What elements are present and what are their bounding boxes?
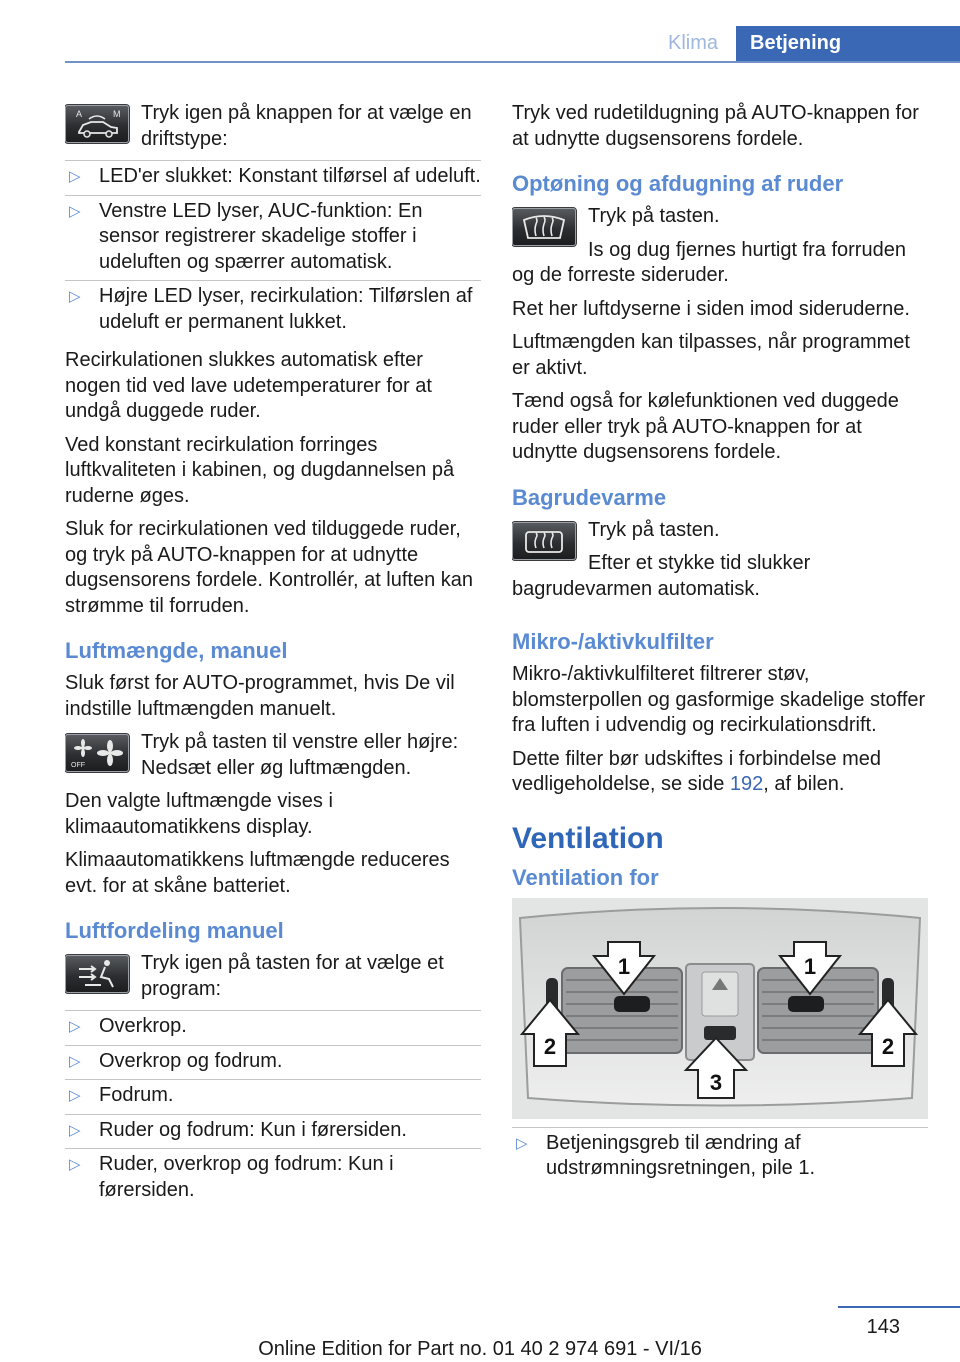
airflow-button-row bbox=[65, 730, 481, 789]
paragraph: Ved konstant recirkulation forringes luftkvaliteten i kabinen, og dugdannelsen på ruderne øges. bbox=[65, 433, 455, 507]
paragraph: Ret her luftdyserne i siden imod sideruderne. bbox=[512, 297, 910, 320]
paragraph: Den valgte luftmængde vises i klimaautomatikkens display. bbox=[65, 790, 333, 838]
mode-instruction: Tryk igen på knappen for at vælge en driftstype: bbox=[141, 102, 472, 150]
heading-defrost: Optøning og afdugning af ruder bbox=[512, 171, 844, 196]
distribution-button-row bbox=[65, 951, 481, 1010]
mode-list bbox=[65, 160, 481, 340]
fan-button-icon bbox=[65, 734, 129, 772]
defrost-line1: Tryk på tasten. bbox=[588, 205, 720, 227]
list-item: ▷ Højre LED lyser, recirkulation: Tilførslen af udeluft er permanent lukket. bbox=[65, 280, 481, 340]
triangle-bullet-icon: ▷ bbox=[69, 1121, 81, 1139]
list-item: ▷ Ruder og fodrum: Kun i førersiden. bbox=[65, 1114, 481, 1149]
left-column bbox=[65, 101, 481, 1216]
paragraph: Sluk for recirkulationen ved tilduggede ruder, og tryk på AUTO-knappen for at udnytte dugsensorens fordele. Kontrollér, at luften kan strømme til forruden. bbox=[65, 518, 474, 617]
right-column bbox=[512, 101, 928, 1195]
heading-ventilation: Ventilation bbox=[512, 821, 664, 855]
svg-text:A: A bbox=[76, 109, 83, 119]
list-item: ▷ Ruder, overkrop og fodrum: Kun i førersiden. bbox=[65, 1148, 481, 1208]
triangle-bullet-icon: ▷ bbox=[69, 1052, 81, 1070]
triangle-bullet-icon: ▷ bbox=[69, 202, 81, 220]
heading-ventilation-front: Ventilation for bbox=[512, 864, 659, 890]
heading-distribution: Luftfordeling manuel bbox=[65, 918, 284, 943]
paragraph: Dette filter bør udskiftes i forbindelse med vedligeholdelse, se side 192, af bilen. bbox=[512, 747, 882, 795]
list-item: ▷ Overkrop og fodrum. bbox=[65, 1045, 481, 1080]
list-item: ▷ Fodrum. bbox=[65, 1079, 481, 1114]
windshield-defrost-button-icon bbox=[512, 208, 576, 246]
page-link-192[interactable]: 192 bbox=[729, 773, 764, 795]
mode-button-row bbox=[65, 101, 481, 160]
off-label: OFF bbox=[71, 762, 85, 769]
rear-line1: Tryk på tasten. bbox=[588, 518, 720, 541]
paragraph: Klimaautomatikkens luftmængde reduceres evt. for at skåne batteriet. bbox=[65, 849, 450, 897]
heading-airflow: Luftmængde, manuel bbox=[65, 638, 288, 663]
paragraph: Tryk ved rudetildugning på AUTO-knappen for at udnytte dugsensorens fordele. bbox=[512, 102, 919, 150]
header-rule bbox=[65, 61, 960, 63]
rear-line2: Efter et stykke tid slukker bagrudevarmen automatisk. bbox=[512, 552, 811, 600]
distribution-instruction: Tryk igen på tasten for at vælge et program: bbox=[141, 952, 444, 1000]
paragraph: Mikro-/aktivkulfilteret filtrerer støv, blomsterpollen og gasformige skadelige stoffer fra luften i udvendig og recirkulationsdrift. bbox=[512, 663, 926, 736]
header-active-tab: Betjening bbox=[736, 26, 960, 61]
paragraph: Tænd også for kølefunktionen ved duggede ruder eller tryk på AUTO-knappen for at udnytte dugsensorens fordele. bbox=[512, 390, 899, 463]
paragraph: Recirkulationen slukkes automatisk efter nogen tid ved lave udetemperaturer for at undgå duggede ruder. bbox=[65, 349, 432, 422]
triangle-bullet-icon: ▷ bbox=[69, 1087, 81, 1104]
paragraph: Luftmængden kan tilpasses, når programmet er aktivt. bbox=[512, 331, 910, 379]
page-number: 143 bbox=[866, 1316, 900, 1338]
defrost-line2: Is og dug fjernes hurtigt fra forruden og de forreste sideruder. bbox=[512, 238, 906, 286]
vent-list bbox=[512, 1127, 928, 1187]
header-section-tab: Klima bbox=[667, 32, 718, 54]
list-item: ▷ Overkrop. bbox=[65, 1010, 481, 1045]
triangle-bullet-icon: ▷ bbox=[69, 288, 81, 305]
heading-rear-window: Bagrudevarme bbox=[512, 484, 667, 510]
distribution-list bbox=[65, 1010, 481, 1208]
list-item: ▷ Betjeningsgreb til ændring af udstrømningsretningen, pile 1. bbox=[512, 1127, 928, 1187]
svg-text:M: M bbox=[113, 109, 121, 119]
rear-window-heating-button-icon bbox=[512, 522, 576, 560]
air-distribution-button-icon bbox=[65, 955, 129, 993]
paragraph: Sluk først for AUTO-programmet, hvis De vil indstille luftmængden manuelt. bbox=[65, 672, 455, 720]
arrow-label-1-left: 1 bbox=[617, 953, 631, 979]
triangle-bullet-icon: ▷ bbox=[69, 1156, 81, 1173]
airflow-instruction: Tryk på tasten til venstre eller højre: Nedsæt eller øg luftmængden. bbox=[141, 731, 459, 779]
arrow-label-2-left: 2 bbox=[543, 1033, 557, 1059]
arrow-label-1-right: 1 bbox=[803, 953, 817, 979]
triangle-bullet-icon: ▷ bbox=[516, 1134, 528, 1152]
arrow-label-2-right: 2 bbox=[881, 1033, 895, 1059]
triangle-bullet-icon: ▷ bbox=[69, 1018, 81, 1035]
arrow-label-3: 3 bbox=[709, 1069, 723, 1095]
page-number-rule bbox=[838, 1306, 960, 1308]
edition-footer: Online Edition for Part no. 01 40 2 974 691 - VI/16 bbox=[258, 1338, 702, 1360]
ventilation-figure bbox=[512, 898, 928, 1119]
heading-filter: Mikro-/aktivkulfilter bbox=[512, 629, 714, 654]
recirculation-button-icon bbox=[65, 105, 129, 143]
list-item: ▷ Venstre LED lyser, AUC-funktion: En sensor registrerer skadelige stoffer i udeluften og spærrer automatisk. bbox=[65, 195, 481, 281]
rear-defrost-button-row bbox=[512, 518, 928, 611]
triangle-bullet-icon: ▷ bbox=[69, 168, 81, 185]
defrost-button-row bbox=[512, 204, 928, 297]
list-item: ▷ LED'er slukket: Konstant tilførsel af udeluft. bbox=[65, 160, 481, 195]
